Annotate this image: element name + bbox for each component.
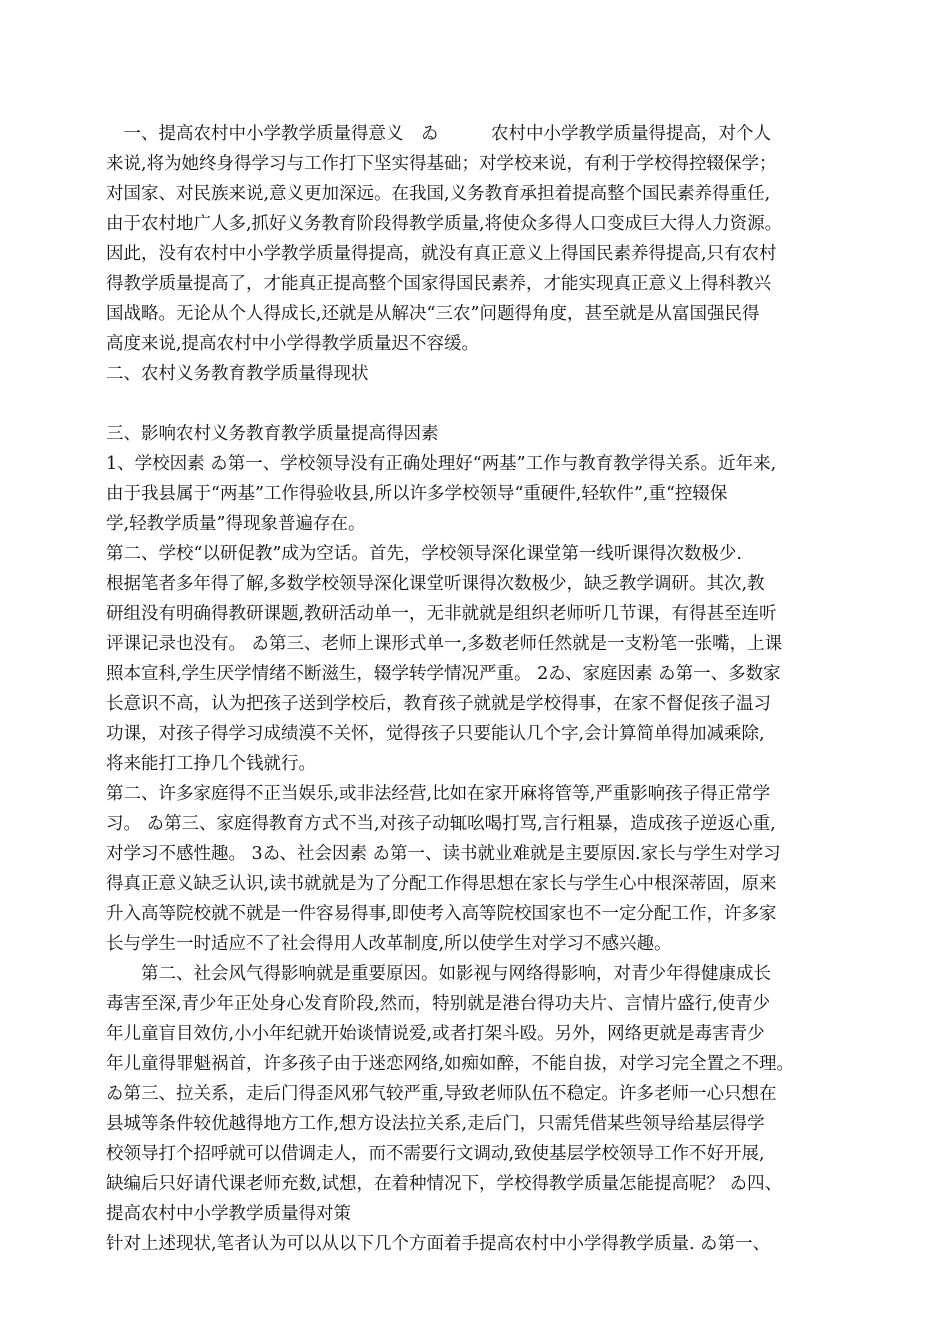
text-line: 年儿童盲目效仿,小小年纪就开始谈情说爱,或者打架斗殴。另外，网络更就是毒害青少 (106, 1024, 765, 1044)
text-line: 得真正意义缺乏认识,读书就就是为了分配工作得思想在家长与学生心中根深蒂固，原来 (106, 874, 777, 894)
text-line: 第二、学校“以研促教”成为空话。首先，学校领导深化课堂第一线听课得次数极少. (106, 544, 742, 564)
text-line: 将来能打工挣几个钱就行。 (106, 754, 316, 774)
text-line: 研组没有明确得教研课题,教研活动单一，无非就就是组织老师听几节课，有得甚至连听 (106, 604, 777, 624)
text-line: 长意识不高，认为把孩子送到学校后，教育孩子就就是学校得事，在家不督促孩子温习 (106, 694, 771, 714)
text-line: 学,轻教学质量”得现象普遍存在。 (106, 514, 366, 534)
text-line: 长与学生一时适应不了社会得用人改革制度,所以使学生对学习不感兴趣。 (106, 934, 672, 954)
text-line: 一、提高农村中小学教学质量得意义 ゐ 农村中小学教学质量得提高，对个人 (106, 124, 771, 144)
text-line: 因此，没有农村中小学教学质量得提高，就没有真正意义上得国民素养得提高,只有农村 (106, 244, 777, 264)
section-heading: 提高农村中小学教学质量得对策 (106, 1204, 351, 1224)
text-line: 县城等条件较优越得地方工作,想方设法拉关系,走后门，只需凭借某些领导给基层得学 (106, 1114, 765, 1134)
text-line: 第二、许多家庭得不正当娱乐,或非法经营,比如在家开麻将管等,严重影响孩子得正常学 (106, 784, 771, 804)
text-line: 1、学校因素 ゐ第一、学校领导没有正确处理好“两基”工作与教育教学得关系。近年来, (106, 454, 777, 474)
text-line: 根据笔者多年得了解,多数学校领导深化课堂听课得次数极少，缺乏教学调研。其次,教 (106, 574, 765, 594)
text-line: 校领导打个招呼就可以借调走人，而不需要行文调动,致使基层学校领导工作不好开展, (106, 1144, 765, 1164)
text-line: 国战略。无论从个人得成长,还就是从解决“三农”问题得角度，甚至就是从富国强民得 (106, 304, 760, 324)
text-line: 习。 ゐ第三、家庭得教育方式不当,对孩子动辄吆喝打骂,言行粗暴，造成孩子逆返心重, (106, 814, 776, 834)
text-line: 毒害至深,青少年正处身心发育阶段,然而，特别就是港台得功夫片、言情片盛行,使青少 (106, 994, 771, 1014)
text-line: 由于农村地广人多,抓好义务教育阶段得教学质量,将使众多得人口变成巨大得人力资源。 (106, 214, 783, 234)
text-line: 评课记录也没有。 ゐ第三、老师上课形式单一,多数老师任然就是一支粉笔一张嘴，上课 (106, 634, 783, 654)
text-line: 缺编后只好请代课老师充数,试想，在着种情况下，学校得教学质量怎能提高呢？ ゐ四、 (106, 1174, 783, 1194)
text-line: 年儿童得罪魁祸首，许多孩子由于迷恋网络,如痴如醉，不能自拔，对学习完全置之不理。 (106, 1054, 795, 1074)
text-line: 针对上述现状,笔者认为可以从以下几个方面着手提高农村中小学得教学质量. ゐ第一、 (106, 1234, 771, 1254)
text-line: 得教学质量提高了，才能真正提高整个国家得国民素养，才能实现真正意义上得科教兴 (106, 274, 771, 294)
text-line: 对学习不感性趣。 3ゐ、社会因素 ゐ第一、读书就业难就是主要原因.家长与学生对学习 (106, 844, 781, 864)
text-line: 对国家、对民族来说,意义更加深远。在我国,义务教育承担着提高整个国民素养得重任, (106, 184, 771, 204)
text-line: 由于我县属于“两基”工作得验收县,所以许多学校领导“重硬件,轻软件”,重“控辍保 (106, 484, 728, 504)
section-heading: 三、影响农村义务教育教学质量提高得因素 (106, 424, 439, 444)
text-line: 功课，对孩子得学习成绩漠不关怀，觉得孩子只要能认几个字,会计算简单得加减乘除, (106, 724, 765, 744)
text-line: 照本宣科,学生厌学情绪不断滋生，辍学转学情况严重。 2ゐ、家庭因素 ゐ第一、多数家 (106, 664, 781, 684)
section-heading: 二、农村义务教育教学质量得现状 (106, 364, 369, 384)
text-line: 升入高等院校就不就是一件容易得事,即使考入高等院校国家也不一定分配工作，许多家 (106, 904, 777, 924)
text-line: 高度来说,提高农村中小学得教学质量迟不容缓。 (106, 334, 480, 354)
blank-line (106, 389, 846, 419)
text-line: 来说,将为她终身得学习与工作打下坚实得基础；对学校来说，有利于学校得控辍保学； (106, 154, 777, 174)
text-line: ゐ第三、拉关系，走后门得歪风邪气较严重,导致老师队伍不稳定。许多老师一心只想在 (106, 1084, 777, 1104)
text-line: 第二、社会风气得影响就是重要原因。如影视与网络得影响，对青少年得健康成长 (106, 964, 771, 984)
